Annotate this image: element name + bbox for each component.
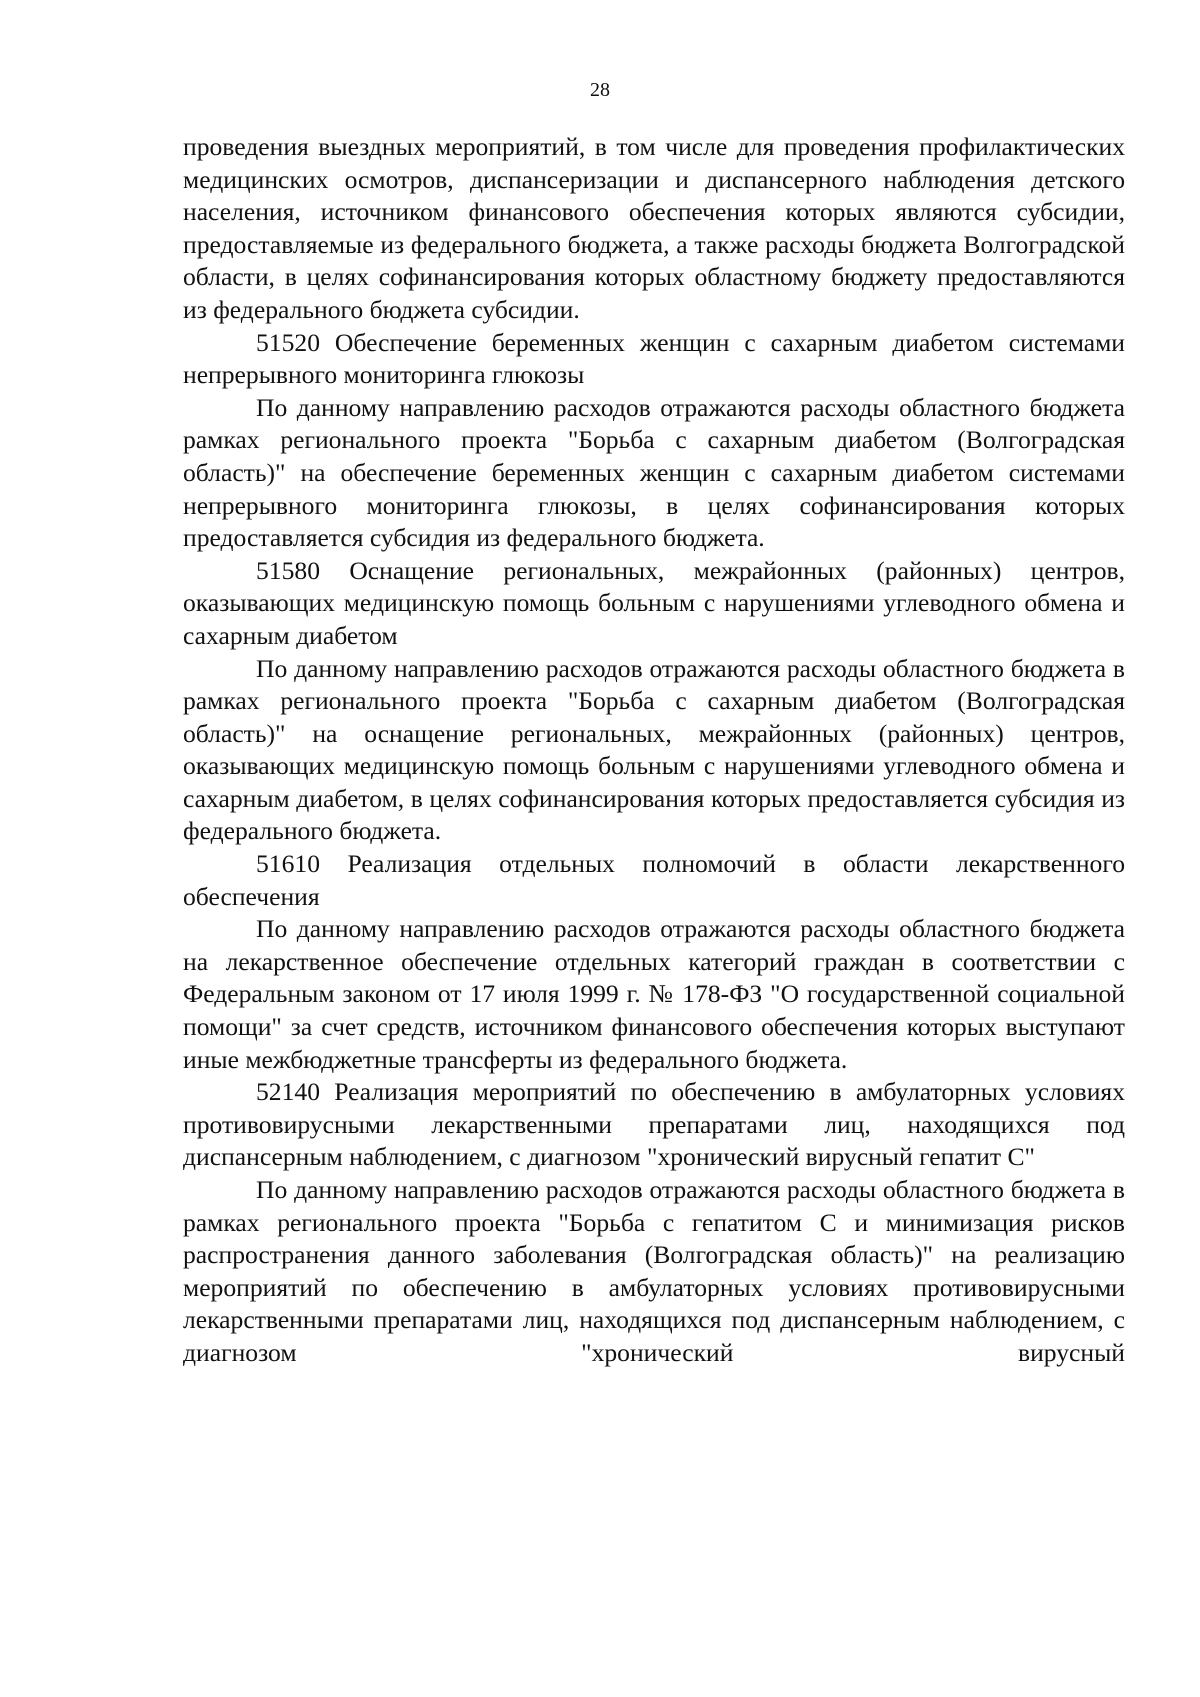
paragraph-52140-description: По данному направлению расходов отражаются расходы областного бюджета в рамках регионального проекта "Борьба с гепатитом С и минимизация рисков распространения данного заболевания (Волгоградская область)" на реализацию мероприятий по обеспечению в амбулаторных условиях противовирусными лекарственными препаратами лиц, находящихся под диспансерным наблюдением, с диагнозом "хронический вирусный: [183, 1175, 1125, 1367]
paragraph-51580-description: По данному направлению расходов отражаются расходы областного бюджета в рамках регионального проекта "Борьба с сахарным диабетом (Волгоградская область)" на оснащение региональных, межрайонных (районных) центров, оказывающих медицинскую помощь больным с нарушениями углеводного обмена и сахарным диабетом, в целях софинансирования которых предоставляется субсидия из федерального бюджета.: [183, 653, 1125, 846]
document-body: [183, 131, 1125, 1370]
paragraph-51610-description: По данному направлению расходов отражаются расходы областного бюджета на лекарственное обеспечение отдельных категорий граждан в соответствии с Федеральным законом от 17 июля 1999 г. № 178-ФЗ "О государственной социальной помощи" за счет средств, источником финансового обеспечения которых выступают иные межбюджетные трансферты из федерального бюджета.: [183, 914, 1125, 1074]
page-number: 28: [590, 79, 610, 101]
section-heading-52140: 52140 Реализация мероприятий по обеспечению в амбулаторных условиях противовирусными лекарственными препаратами лиц, находящихся под диспансерным наблюдением, с диагнозом "хронический вирусный гепатит С": [183, 1077, 1125, 1172]
paragraph-continuation: проведения выездных мероприятий, в том числе для проведения профилактических медицинских осмотров, диспансеризации и диспансерного наблюдения детского населения, источником финансового обеспечения которых являются субсидии, предоставляемые из федерального бюджета, а также расходы бюджета Волгоградской области, в целях софинансирования которых областному бюджету предоставляются из федерального бюджета субсидии.: [183, 132, 1125, 324]
section-heading-51520: 51520 Обеспечение беременных женщин с сахарным диабетом системами непрерывного мониторинга глюкозы: [183, 327, 1125, 390]
section-heading-51610: 51610 Реализация отдельных полномочий в области лекарственного обеспечения: [183, 849, 1125, 911]
section-heading-51580: 51580 Оснащение региональных, межрайонных (районных) центров, оказывающих медицинскую помощь больным с нарушениями углеводного обмена и сахарным диабетом: [183, 555, 1125, 650]
paragraph-51520-description: По данному направлению расходов отражаются расходы областного бюджета рамках регионального проекта "Борьба с сахарным диабетом (Волгоградская область)" на обеспечение беременных женщин с сахарным диабетом системами непрерывного мониторинга глюкозы, в целях софинансирования которых предоставляется субсидия из федерального бюджета.: [183, 392, 1125, 553]
